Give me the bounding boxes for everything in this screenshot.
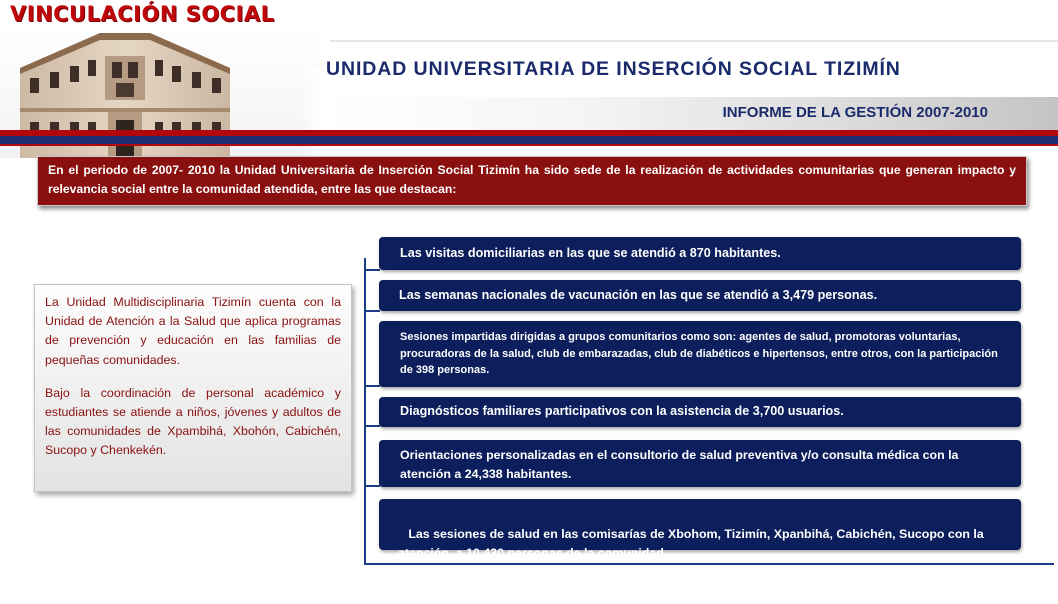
bracket-tick [364, 385, 380, 387]
activity-text: Las visitas domiciliarias en las que se atendió a 870 habitantes. [400, 246, 781, 260]
header-divider [330, 40, 1058, 42]
header-stripe-navy [0, 136, 1058, 144]
activity-item [379, 499, 1021, 560]
bracket-tick [364, 485, 380, 487]
activity-item [379, 237, 1021, 270]
page-title: UNIDAD UNIVERSITARIA DE INSERCIÓN SOCIAL TIZIMÍN [326, 58, 901, 80]
activity-item [379, 397, 1021, 427]
panel-paragraph: La Unidad Multidisciplinaria Tizimín cuenta con la Unidad de Atención a la Salud que aplica programas de prevención y educación en las familias de pequeñas comunidades. [45, 295, 341, 367]
intro-text: En el periodo de 2007- 2010 la Unidad Universitaria de Inserción Social Tizimín ha sido sede de la realización de actividades comunitarias que generan impacto y relevancia social entre la comunidad atendida, entre las que destacan: [48, 163, 1016, 196]
health-unit-panel [34, 284, 352, 492]
activity-text: Diagnósticos familiares participativos con la asistencia de 3,700 usuarios. [400, 404, 844, 418]
brand-title: VINCULACIÓN SOCIAL [10, 2, 275, 26]
activity-text: Las sesiones de salud en las comisarías de Xbohom, Tizimín, Xpanbihá, Cabichén, Sucopo con la atención a 10,430 personas de la comunidad. [398, 527, 988, 560]
activity-text: Orientaciones personalizadas en el consultorio de salud preventiva y/o consulta médica con la atención a 24,338 habitantes. [400, 448, 959, 481]
activity-text: Sesiones impartidas dirigidas a grupos comunitarios como son: agentes de salud, promotoras voluntarias, procuradoras de la salud, club de embarazadas, club de diabéticos e hipertensos, entre otros, con la participación de 398 personas. [400, 331, 998, 376]
intro-banner [37, 156, 1027, 206]
header-stripe-thin [0, 144, 1058, 146]
report-subtitle: INFORME DE LA GESTIÓN 2007-2010 [722, 104, 988, 121]
panel-paragraph: Bajo la coordinación de personal académico y estudiantes se atiende a niños, jóvenes y adultos de las comunidades de Xpambihá, Xbohón, Cabichén, Sucopo y Chenkekén. [45, 385, 341, 458]
activity-item [379, 280, 1021, 311]
activity-item [379, 321, 1021, 387]
bracket-tick [364, 425, 380, 427]
bracket-tick [364, 310, 380, 312]
activity-text: Las semanas nacionales de vacunación en las que se atendió a 3,479 personas. [399, 288, 878, 302]
activity-item [379, 440, 1021, 487]
bracket-tick [364, 269, 380, 271]
